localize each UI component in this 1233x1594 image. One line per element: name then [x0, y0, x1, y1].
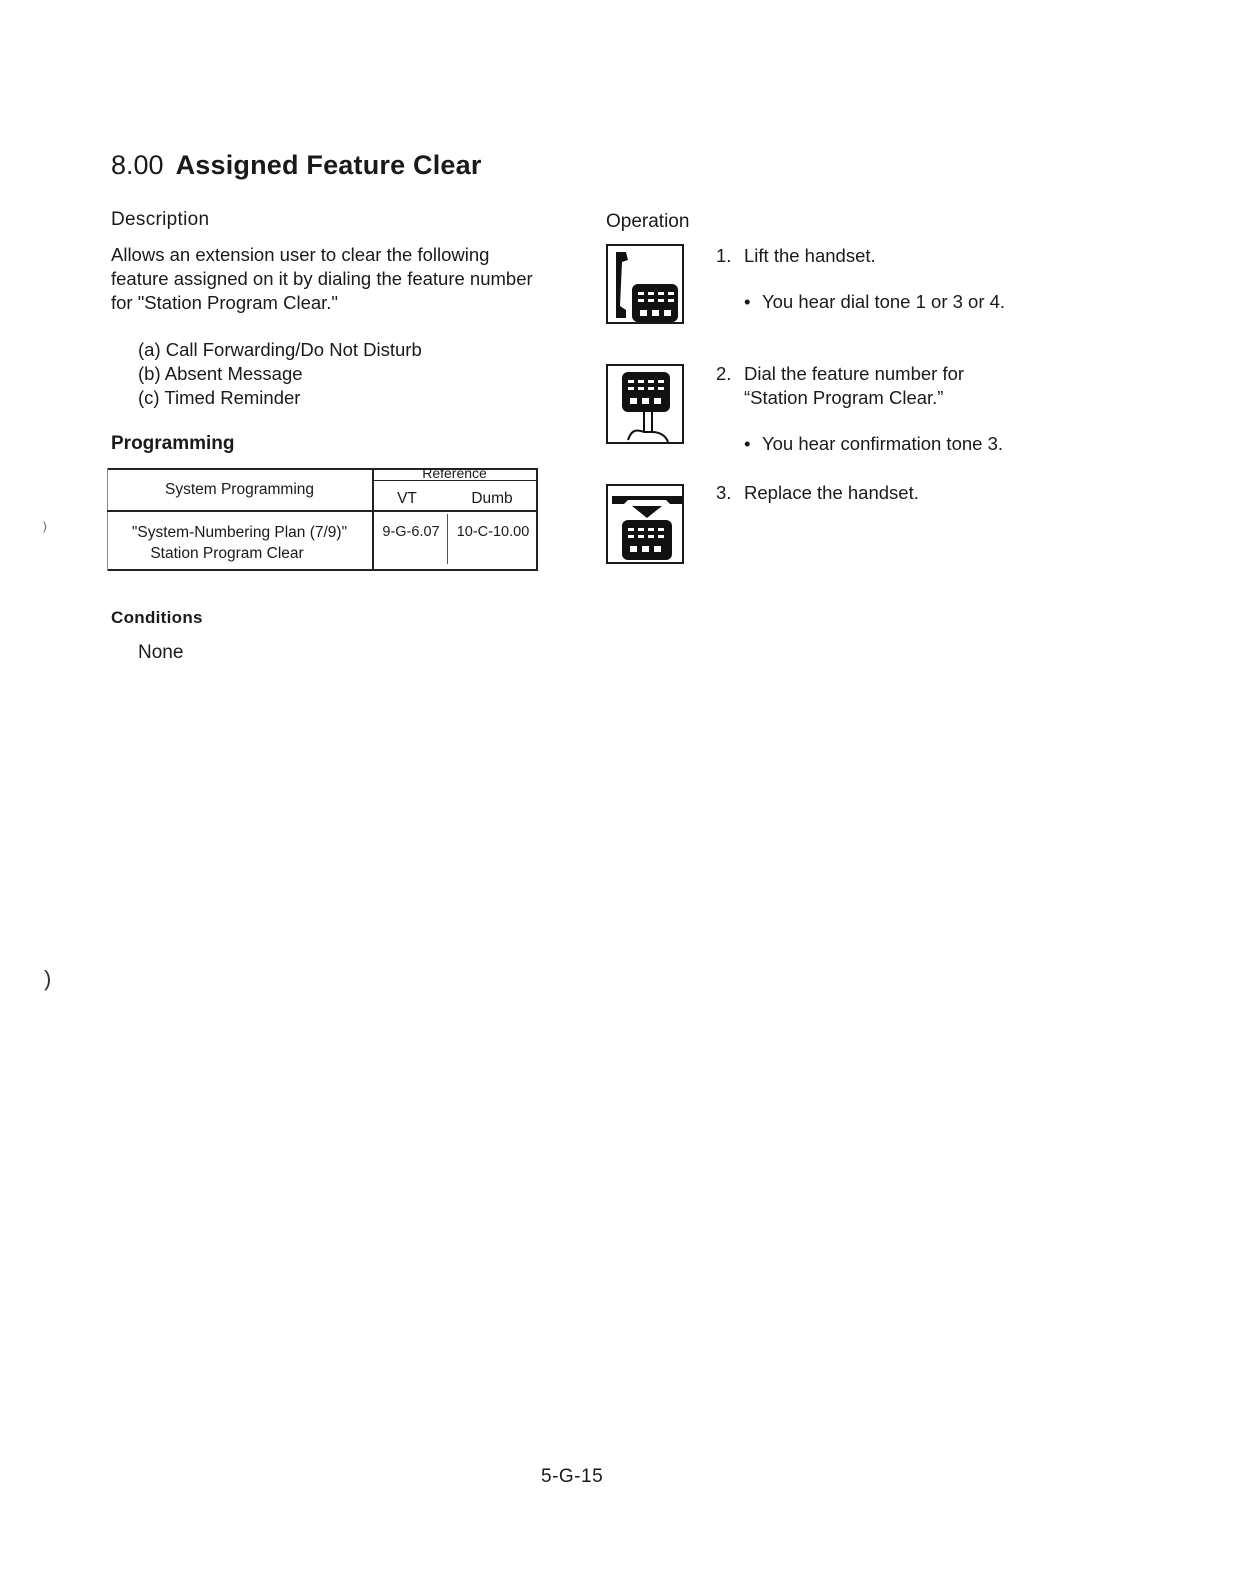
row-dumb-value: 10-C-10.00: [456, 524, 530, 540]
programming-heading: Programming: [111, 433, 235, 454]
operation-step-3: [716, 481, 919, 505]
header-dumb: Dumb: [471, 490, 513, 507]
operation-step-2-note: • You hear confirmation tone 3.: [744, 433, 1004, 454]
operation-step-2: [716, 362, 964, 386]
row-vt-value: 9-G-6.07: [382, 524, 440, 540]
list-item: (b) Absent Message: [138, 363, 303, 384]
operation-step-1-note: • You hear dial tone 1 or 3 or 4.: [744, 291, 1006, 312]
step-text: Replace the handset.: [744, 482, 919, 503]
lift-handset-icon: [606, 244, 684, 324]
description-text: Allows an extension user to clear the following feature assigned on it by dialing the feature number for "Station Program Clear.": [111, 244, 533, 313]
conditions-text: None: [138, 642, 184, 663]
step-number: 1.: [716, 245, 732, 266]
scan-artifact: ⁾: [42, 518, 48, 543]
conditions-heading: Conditions: [111, 608, 203, 627]
step-note: You hear dial tone 1 or 3 or 4.: [762, 291, 1006, 312]
scan-artifact: ): [44, 966, 52, 991]
step-text-line2: “Station Program Clear.”: [744, 387, 944, 408]
step-number: 2.: [716, 363, 732, 384]
list-item: (c) Timed Reminder: [138, 387, 301, 408]
header-system-programming: System Programming: [164, 481, 314, 498]
operation-step-1: [716, 244, 876, 268]
section-title-text: Assigned Feature Clear: [175, 150, 482, 180]
step-note: You hear confirmation tone 3.: [762, 433, 1004, 454]
section-title: [111, 150, 482, 181]
operation-heading: Operation: [606, 211, 690, 232]
replace-handset-icon: [606, 484, 684, 564]
page-number: 5-G-15: [541, 1466, 604, 1487]
step-text-line1: Dial the feature number for: [744, 363, 965, 384]
section-number: 8.00: [111, 150, 164, 180]
row-system-line1: "System-Numbering Plan (7/9)": [131, 524, 348, 541]
row-system-line2: Station Program Clear: [150, 545, 304, 562]
step-number: 3.: [716, 482, 732, 503]
list-item: (a) Call Forwarding/Do Not Disturb: [138, 339, 422, 360]
programming-table: [107, 465, 537, 571]
feature-list: [138, 338, 422, 410]
header-reference: Reference: [422, 465, 487, 481]
step-text: Lift the handset.: [744, 245, 876, 266]
description-heading: Description: [111, 209, 210, 230]
dial-keypad-icon: [606, 364, 684, 444]
header-vt: VT: [397, 490, 417, 507]
